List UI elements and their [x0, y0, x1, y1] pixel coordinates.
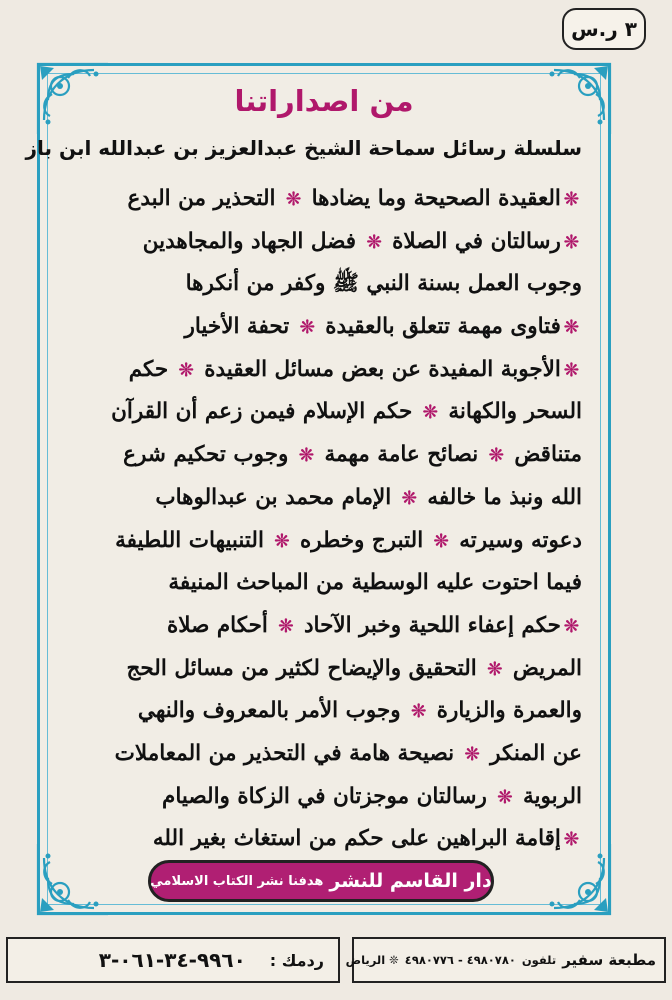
publisher-motto: هدفنا نشر الكتاب الاسلامي	[150, 873, 324, 889]
list-text: فضل الجهاد والمجاهدين	[142, 228, 364, 254]
star-separator-icon: ❊	[488, 445, 504, 467]
star-separator-icon: ❊	[278, 615, 294, 637]
list-text: حكم الإسلام فيمن زعم أن القرآن	[111, 399, 420, 425]
list-text: السحر والكهانة	[440, 399, 582, 425]
list-line	[66, 520, 582, 563]
list-text: دعوته وسيرته	[451, 527, 582, 553]
printer-city: ❊ الرياض	[345, 953, 399, 967]
list-text: إقامة البراهين على حكم من استغاث بغير الله	[152, 826, 561, 852]
list-text: الإمام محمد بن عبدالوهاب	[155, 484, 399, 510]
list-line	[66, 263, 582, 306]
star-bullet-icon: ❊	[563, 829, 579, 851]
list-text: والعمرة والزيارة	[429, 698, 582, 724]
star-separator-icon: ❊	[422, 402, 438, 424]
list-line	[66, 391, 582, 434]
list-text: أحكام صلاة	[167, 612, 276, 638]
list-text: رسالتان في الصلاة	[384, 228, 561, 254]
list-line	[66, 477, 582, 520]
publisher-name: دار القاسم للنشر	[329, 870, 492, 892]
star-separator-icon: ❊	[286, 189, 302, 210]
list-line	[66, 648, 582, 691]
star-bullet-icon: ❊	[563, 615, 579, 637]
printer-phones: ٤٩٨٠٧٨٠ - ٤٩٨٠٧٧٦	[404, 953, 516, 967]
star-separator-icon: ❊	[178, 359, 194, 381]
list-line	[66, 690, 582, 733]
list-line	[66, 818, 582, 861]
content-frame	[25, 63, 611, 915]
list-text: الربوية	[515, 783, 582, 809]
list-text: نصائح عامة مهمة	[316, 442, 486, 468]
star-separator-icon: ❊	[487, 658, 503, 680]
publications-list	[66, 178, 582, 861]
star-separator-icon: ❊	[274, 530, 290, 552]
list-line	[66, 221, 582, 264]
list-text: المريض	[505, 655, 582, 681]
list-text: وجوب العمل بسنة النبي ﷺ وكفر من أنكرها	[185, 271, 582, 297]
list-text: عن المنكر	[482, 740, 582, 766]
list-text: رسالتان موجزتان في الزكاة والصيام	[162, 783, 495, 809]
list-text: حكم إعفاء اللحية وخبر الآحاد	[296, 612, 561, 638]
list-text: التحذير من البدع	[127, 186, 284, 211]
isbn-label: ردمك :	[269, 950, 324, 970]
list-text: فتاوى مهمة تتعلق بالعقيدة	[317, 314, 561, 340]
page-title: من اصداراتنا	[234, 84, 414, 118]
list-text: فيما احتوت عليه الوسطية من المباحث المنيفة	[168, 570, 582, 596]
printer-name: مطبعة سفير	[562, 951, 656, 969]
list-line	[66, 733, 582, 776]
list-text: متناقض	[506, 442, 582, 468]
printer-phone-label: تلفون	[521, 953, 557, 967]
star-bullet-icon: ❊	[563, 359, 579, 381]
star-separator-icon: ❊	[298, 445, 314, 467]
isbn-box	[6, 937, 340, 983]
list-text: التنبيهات اللطيفة	[115, 527, 272, 553]
star-separator-icon: ❊	[464, 743, 480, 765]
star-separator-icon: ❊	[401, 487, 417, 509]
list-line	[66, 178, 582, 221]
star-separator-icon: ❊	[366, 231, 382, 253]
isbn-number: ٩٩٦٠-٣٤-٠٦١-٣	[98, 948, 246, 972]
list-line	[66, 605, 582, 648]
star-separator-icon: ❊	[299, 317, 315, 339]
list-text: التحقيق والإيضاح لكثير من مسائل الحج	[126, 655, 485, 681]
list-text: تحفة الأخيار	[184, 314, 297, 340]
star-bullet-icon: ❊	[563, 317, 579, 339]
star-separator-icon: ❊	[433, 530, 449, 552]
list-text: نصيحة هامة في التحذير من المعاملات	[114, 740, 462, 766]
list-line	[66, 562, 582, 605]
list-text: الأجوبة المفيدة عن بعض مسائل العقيدة	[196, 356, 561, 382]
list-line	[66, 776, 582, 819]
list-line	[66, 306, 582, 349]
series-subtitle: سلسلة رسائل سماحة الشيخ عبدالعزيز بن عبدالله ابن باز	[25, 136, 582, 160]
list-line	[66, 349, 582, 392]
printer-info-box	[345, 937, 666, 983]
list-text: وجوب تحكيم شرع	[123, 442, 296, 468]
list-text: وجوب الأمر بالمعروف والنهي	[137, 698, 409, 724]
publisher-banner	[148, 860, 494, 902]
star-bullet-icon: ❊	[563, 189, 579, 210]
star-bullet-icon: ❊	[563, 231, 579, 253]
list-text: التبرج وخطره	[292, 527, 431, 553]
star-separator-icon: ❊	[497, 786, 513, 808]
list-text: حكم	[128, 356, 176, 382]
list-line	[66, 434, 582, 477]
star-separator-icon: ❊	[411, 701, 427, 723]
list-text: الله ونبذ ما خالفه	[419, 484, 582, 510]
price-tag: ٣ ر.س	[562, 8, 646, 50]
list-text: العقيدة الصحيحة وما يضادها	[304, 186, 561, 211]
